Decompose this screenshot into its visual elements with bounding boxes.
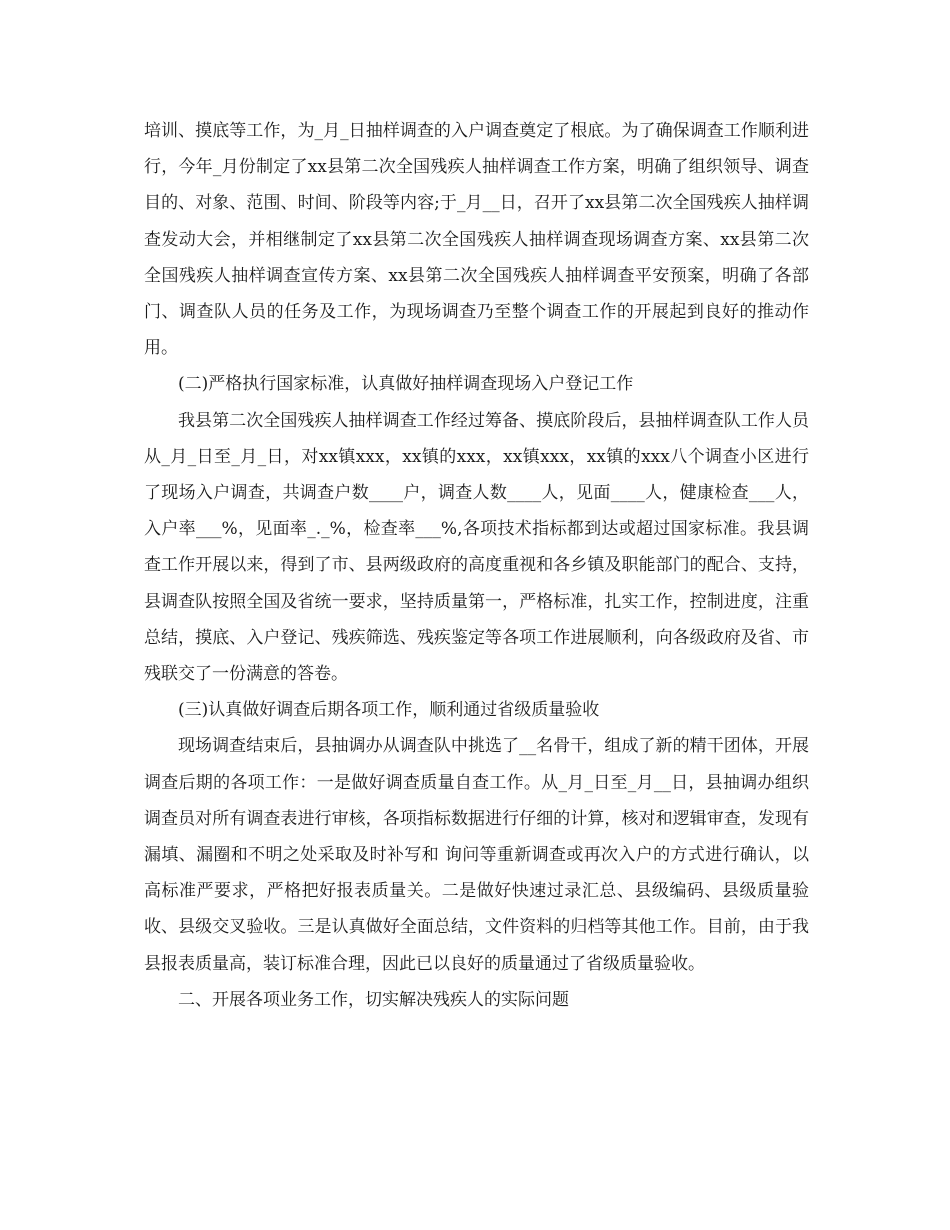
- section-heading-3: (三)认真做好调查后期各项工作，顺利通过省级质量验收: [178, 700, 600, 721]
- paragraph-post-survey: 现场调查结束后，县抽调办从调查队中挑选了__名骨干，组成了新的精干团体，开展调查后期的各项工作：一是做好调查质量自查工作。从_月_日至_月__日，县抽调办组织调查员对所有调查表进行审核，各项指标数据进行仔细的计算，核对和逻辑审查，发现有漏填、漏圈和不明之处采取及时补写和 询问等重新调查或再次入户的方式进行确认，以高标准严要求，严格把好报表质量关。二是做好快速过录汇总、县级编码、县级质量验收、县级交叉验收。三是认真做好全面总结，文件资料的归档等其他工作。目前，由于我县报表质量高，装订标准合理，因此已以良好的质量通过了省级质量验收。: [144, 736, 809, 974]
- section-heading-2: (二)严格执行国家标准，认真做好抽样调查现场入户登记工作: [178, 374, 634, 395]
- document-body: [144, 113, 809, 1018]
- paragraph-intro-continuation: 培训、摸底等工作，为_月_日抽样调查的入户调查奠定了根底。为了确保调查工作顺利进行，今年_月份制定了xx县第二次全国残疾人抽样调查工作方案，明确了组织领导、调查目的、对象、范围、时间、阶段等内容;于_月__日，召开了xx县第二次全国残疾人抽样调查发动大会，并相继制定了xx县第二次全国残疾人抽样调查现场调查方案、xx县第二次全国残疾人抽样调查宣传方案、xx县第二次全国残疾人抽样调查平安预案，明确了各部门、调查队人员的任务及工作，为现场调查乃至整个调查工作的开展起到良好的推动作用。: [144, 121, 809, 359]
- paragraph-field-survey: 我县第二次全国残疾人抽样调查工作经过筹备、摸底阶段后，县抽样调查队工作人员从_月_日至_月_日，对xx镇xxx，xx镇的xxx，xx镇xxx，xx镇的xxx八个调查小区进行了现场入户调查，共调查户数____户，调查人数____人，见面____人，健康检查___人，入户率___%，见面率_._%，检查率___%,各项技术指标都到达或超过国家标准。我县调查工作开展以来，得到了市、县两级政府的高度重视和各乡镇及职能部门的配合、支持，县调查队按照全国及省统一要求，坚持质量第一，严格标准，扎实工作，控制进度，注重总结，摸底、入户登记、残疾筛选、残疾鉴定等各项工作进展顺利，向各级政府及省、市残联交了一份满意的答卷。: [144, 410, 809, 685]
- chapter-heading-2: 二、开展各项业务工作，切实解决残疾人的实际问题: [178, 989, 569, 1010]
